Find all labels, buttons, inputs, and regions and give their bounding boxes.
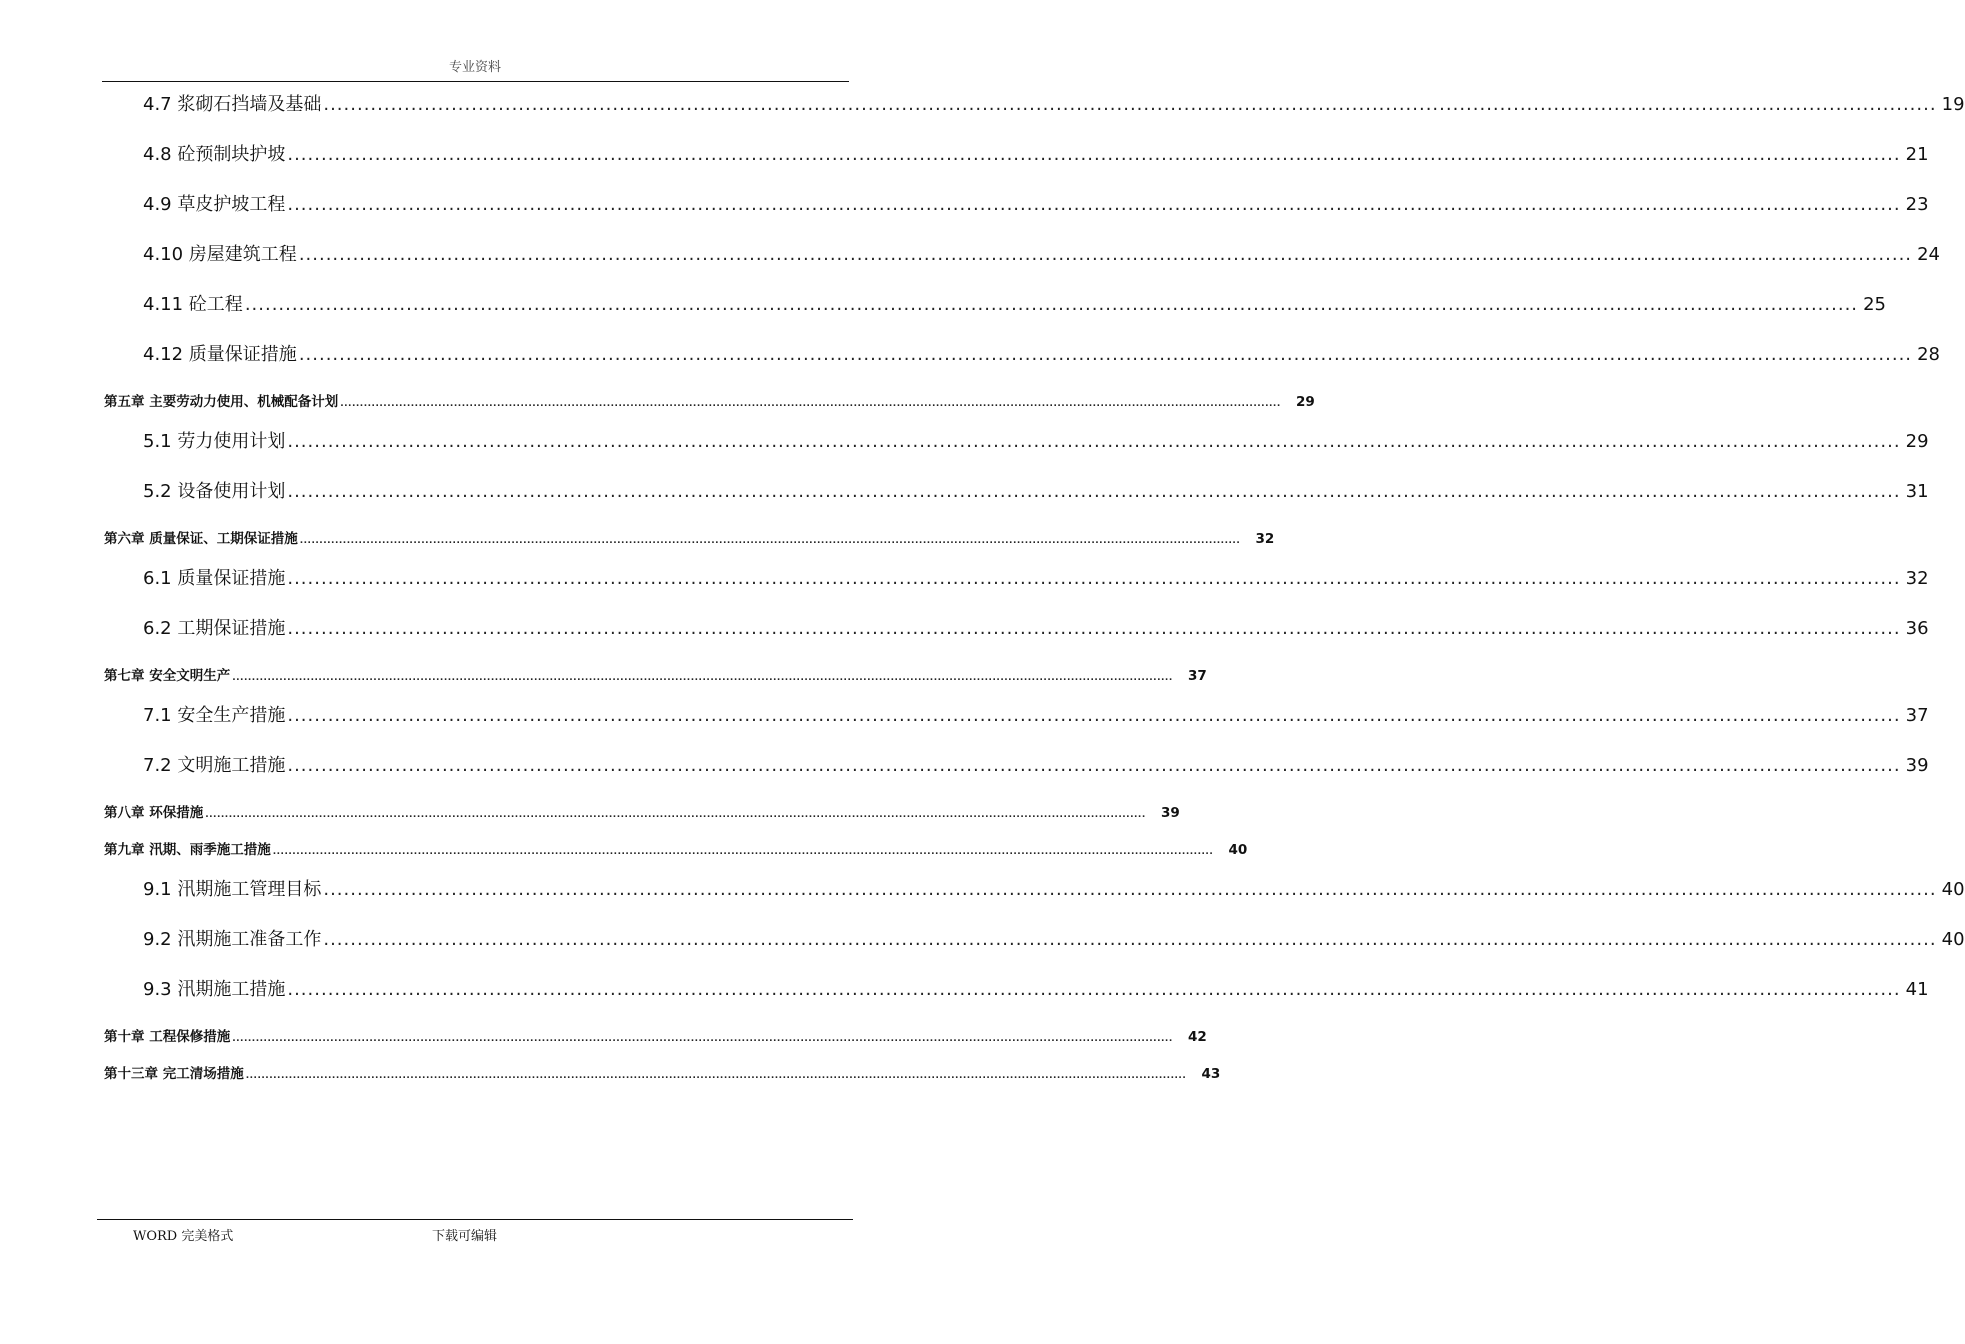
toc-entry-title: 6.1 质量保证措施 xyxy=(143,568,286,589)
toc-entry-title: 5.2 设备使用计划 xyxy=(143,481,286,502)
toc-entry-page: 21 xyxy=(1905,144,1929,165)
toc-entry[interactable] xyxy=(143,90,1965,116)
toc-dot-leader: ................................................................................................................................................................................................................................................ xyxy=(323,929,1937,950)
toc-entry[interactable] xyxy=(143,340,1941,366)
toc-entry-title: 第八章 环保措施 xyxy=(104,805,204,821)
toc-entry-page: 32 xyxy=(1255,531,1275,547)
toc-entry-title: 9.3 汛期施工措施 xyxy=(143,979,286,1000)
toc-entry-page: 32 xyxy=(1905,568,1929,589)
toc-dot-leader: ................................................................................................................................................................................................................................................ xyxy=(232,1034,1173,1044)
toc-entry-title: 4.8 砼预制块护坡 xyxy=(143,144,286,165)
toc-dot-leader: ................................................................................................................................................................................................................................................ xyxy=(340,399,1281,409)
toc-entry-title: 4.9 草皮护坡工程 xyxy=(143,194,286,215)
toc-entry-title: 第五章 主要劳动力使用、机械配备计划 xyxy=(104,394,339,410)
toc-chapter-entry[interactable] xyxy=(104,838,1248,858)
toc-entry-page: 25 xyxy=(1863,294,1887,315)
toc-chapter-entry[interactable] xyxy=(104,664,1207,684)
toc-chapter-entry[interactable] xyxy=(104,1062,1221,1082)
toc-entry-title: 7.1 安全生产措施 xyxy=(143,705,286,726)
toc-entry-title: 第九章 汛期、雨季施工措施 xyxy=(104,842,271,858)
toc-dot-leader: ................................................................................................................................................................................................................................................ xyxy=(287,979,1901,1000)
toc-chapter-entry[interactable] xyxy=(104,390,1315,410)
toc-entry-page: 36 xyxy=(1905,618,1929,639)
toc-entry-title: 6.2 工期保证措施 xyxy=(143,618,286,639)
toc-entry-page: 23 xyxy=(1905,194,1929,215)
toc-entry-page: 37 xyxy=(1905,705,1929,726)
footer-center-text: 下载可编辑 xyxy=(432,1229,498,1244)
toc-dot-leader: ................................................................................................................................................................................................................................................ xyxy=(287,481,1901,502)
toc-chapter-entry[interactable] xyxy=(104,801,1180,821)
toc-entry-page: 28 xyxy=(1917,344,1941,365)
toc-dot-leader: ................................................................................................................................................................................................................................................ xyxy=(323,94,1937,115)
toc-entry[interactable] xyxy=(143,564,1929,590)
toc-entry-title: 4.11 砼工程 xyxy=(143,294,243,315)
toc-dot-leader: ................................................................................................................................................................................................................................................ xyxy=(287,144,1901,165)
toc-entry-page: 43 xyxy=(1201,1066,1221,1082)
toc-dot-leader: ................................................................................................................................................................................................................................................ xyxy=(287,568,1901,589)
header-rule xyxy=(102,81,849,82)
toc-entry-title: 第七章 安全文明生产 xyxy=(104,668,231,684)
toc-chapter-entry[interactable] xyxy=(104,527,1275,547)
footer-rule xyxy=(97,1219,853,1220)
toc-dot-leader: ................................................................................................................................................................................................................................................ xyxy=(232,673,1173,683)
toc-dot-leader: ................................................................................................................................................................................................................................................ xyxy=(287,755,1901,776)
toc-entry-title: 7.2 文明施工措施 xyxy=(143,755,286,776)
toc-entry-page: 42 xyxy=(1187,1029,1207,1045)
toc-entry[interactable] xyxy=(143,614,1929,640)
toc-entry-page: 41 xyxy=(1905,979,1929,1000)
toc-entry-page: 29 xyxy=(1905,431,1929,452)
toc-entry-title: 第六章 质量保证、工期保证措施 xyxy=(104,531,298,547)
toc-dot-leader: ................................................................................................................................................................................................................................................ xyxy=(287,194,1901,215)
toc-dot-leader: ................................................................................................................................................................................................................................................ xyxy=(245,1071,1187,1081)
toc-entry-page: 40 xyxy=(1941,929,1965,950)
toc-entry-title: 4.12 质量保证措施 xyxy=(143,344,297,365)
footer-left-text: WORD 完美格式 xyxy=(133,1229,234,1244)
toc-entry[interactable] xyxy=(143,427,1929,453)
toc-entry-page: 39 xyxy=(1160,805,1180,821)
toc-dot-leader: ................................................................................................................................................................................................................................................ xyxy=(287,431,1901,452)
toc-entry[interactable] xyxy=(143,190,1929,216)
toc-entry[interactable] xyxy=(143,140,1929,166)
toc-dot-leader: ................................................................................................................................................................................................................................................ xyxy=(287,705,1901,726)
toc-entry-title: 4.7 浆砌石挡墙及基础 xyxy=(143,94,322,115)
toc-entry-page: 19 xyxy=(1941,94,1965,115)
toc-dot-leader: ................................................................................................................................................................................................................................................ xyxy=(272,847,1214,857)
toc-entry-page: 40 xyxy=(1228,842,1248,858)
toc-entry-page: 39 xyxy=(1905,755,1929,776)
toc-entry-title: 9.1 汛期施工管理目标 xyxy=(143,879,322,900)
toc-entry[interactable] xyxy=(143,701,1929,727)
toc-entry-page: 29 xyxy=(1295,394,1315,410)
toc-entry[interactable] xyxy=(143,975,1929,1001)
toc-entry-title: 第十三章 完工清场措施 xyxy=(104,1066,244,1082)
toc-entry[interactable] xyxy=(143,477,1929,503)
toc-dot-leader: ................................................................................................................................................................................................................................................ xyxy=(299,536,1241,546)
toc-entry-title: 4.10 房屋建筑工程 xyxy=(143,244,297,265)
toc-dot-leader: ................................................................................................................................................................................................................................................ xyxy=(298,344,1913,365)
toc-entry-page: 37 xyxy=(1187,668,1207,684)
toc-dot-leader: ................................................................................................................................................................................................................................................ xyxy=(323,879,1937,900)
toc-entry[interactable] xyxy=(143,925,1965,951)
page-header-text: 专业资料 xyxy=(448,60,501,75)
toc-dot-leader: ................................................................................................................................................................................................................................................ xyxy=(205,810,1146,820)
toc-chapter-entry[interactable] xyxy=(104,1025,1207,1045)
toc-entry[interactable] xyxy=(143,875,1965,901)
toc-entry-page: 24 xyxy=(1917,244,1941,265)
toc-entry-title: 9.2 汛期施工准备工作 xyxy=(143,929,322,950)
toc-entry-page: 40 xyxy=(1941,879,1965,900)
toc-dot-leader: ................................................................................................................................................................................................................................................ xyxy=(244,294,1859,315)
toc-entry-title: 第十章 工程保修措施 xyxy=(104,1029,231,1045)
toc-entry[interactable] xyxy=(143,751,1929,777)
toc-entry[interactable] xyxy=(143,240,1941,266)
toc-entry-page: 31 xyxy=(1905,481,1929,502)
toc-dot-leader: ................................................................................................................................................................................................................................................ xyxy=(287,618,1901,639)
toc-entry[interactable] xyxy=(143,290,1887,316)
toc-dot-leader: ................................................................................................................................................................................................................................................ xyxy=(298,244,1913,265)
toc-entry-title: 5.1 劳力使用计划 xyxy=(143,431,286,452)
